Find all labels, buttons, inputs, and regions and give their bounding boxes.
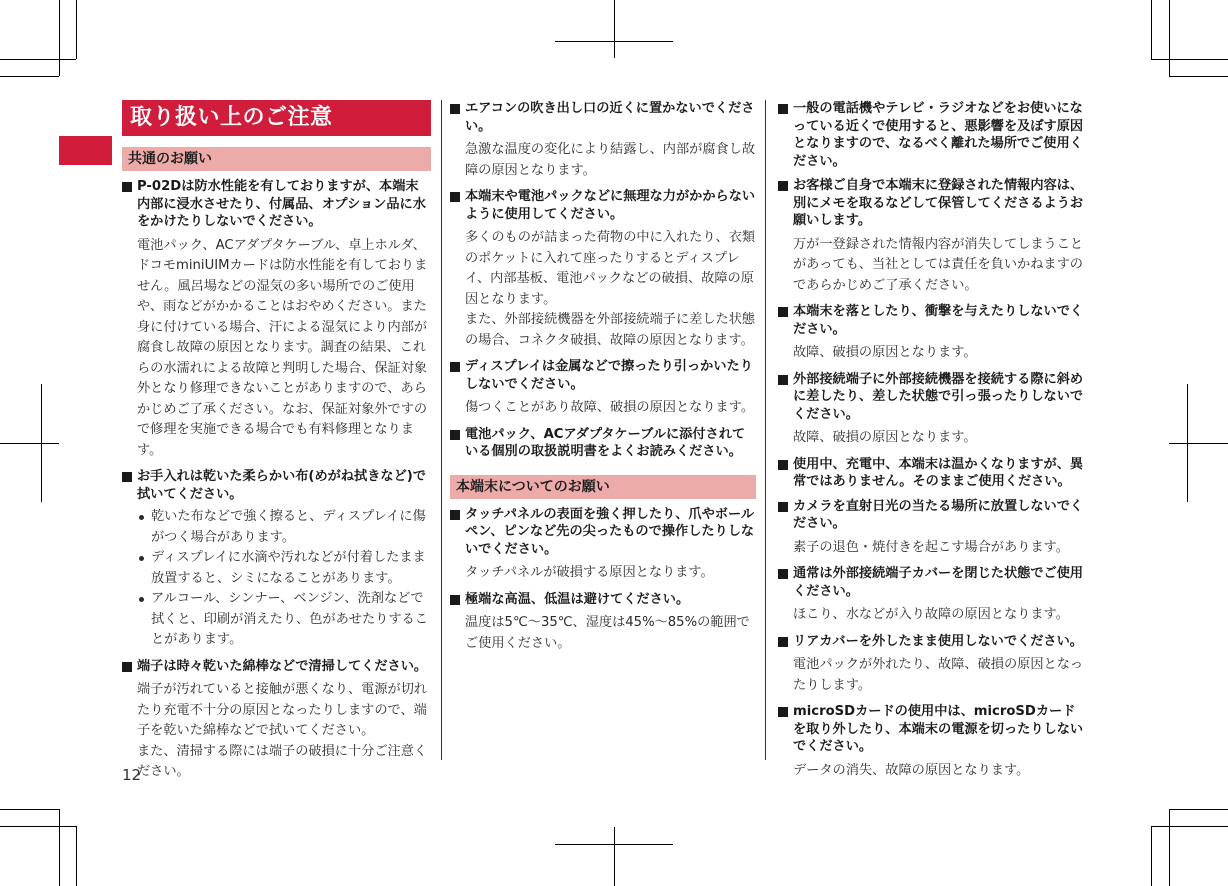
notice-heading: カメラを直射日光の当たる場所に放置しないでください。 — [793, 498, 1084, 531]
square-bullet-icon — [450, 510, 460, 520]
square-bullet-icon — [778, 569, 788, 579]
section-title-common: 共通のお願い — [122, 147, 431, 171]
column-3 — [778, 100, 1084, 781]
notice-heading: エアコンの吹き出し口の近くに置かないでください。 — [465, 101, 755, 134]
crop-mark-line — [76, 826, 77, 886]
notice-body: 素子の退色・焼付きを起こす場合があります。 — [793, 539, 1069, 555]
square-bullet-icon — [778, 637, 788, 647]
crop-mark-line — [59, 0, 60, 76]
bullet-item: ディスプレイに水滴や汚れなどが付着したまま放置すると、シミになることがあります。 — [137, 548, 431, 589]
notice-body: 電池パックが外れたり、故障、破損の原因となったりします。 — [793, 657, 1084, 693]
notice-item — [450, 188, 756, 351]
notice-body: 端子が汚れていると接触が悪くなり、電源が切れたり充電不十分の原因となったりしますので、端子を乾いた綿棒などで拭いてください。 — [137, 682, 428, 738]
crop-mark-line — [1151, 59, 1228, 60]
notice-body: 万が一登録された情報内容が消失してしまうことがあっても、当社としては責任を負いかねますのであらかじめご了承ください。 — [793, 236, 1084, 293]
notice-item — [778, 633, 1084, 697]
crop-mark-line — [0, 443, 59, 444]
square-bullet-icon — [450, 595, 460, 605]
notice-item — [778, 177, 1084, 296]
notice-body: ほこり、水などが入り故障の原因となります。 — [793, 607, 1069, 622]
notice-heading: microSDカードの使用中は、microSDカードを取り外したり、本端末の電源を切ったりしないでください。 — [793, 704, 1084, 754]
notice-item — [778, 303, 1084, 364]
notice-heading: お客様ご自身で本端末に登録された情報内容は、別にメモを取るなどして保管してくださるようお願いします。 — [793, 178, 1084, 228]
notice-heading: タッチパネルの表面を強く押したり、爪やボールペン、ピンなど先の尖ったもので操作したりしないでください。 — [465, 506, 755, 557]
square-bullet-icon — [778, 181, 788, 191]
square-bullet-icon — [122, 182, 132, 192]
column-divider — [441, 100, 442, 760]
notice-body: また、外部接続機器を外部接続端子に差した状態の場合、コネクタ破損、故障の原因となります。 — [465, 312, 756, 348]
dot-bullet-icon — [139, 597, 144, 602]
notice-heading: 使用中、充電中、本端末は温かくなりますが、異常ではありません。そのままご使用ください。 — [793, 456, 1084, 489]
square-bullet-icon — [778, 307, 788, 317]
crop-mark-line — [614, 827, 615, 886]
crop-mark-line — [1151, 826, 1152, 886]
page-number: 12 — [122, 766, 142, 784]
column-divider — [765, 100, 766, 760]
dot-bullet-icon — [139, 515, 144, 520]
notice-body: タッチパネルが破損する原因となります。 — [465, 565, 714, 580]
square-bullet-icon — [778, 375, 788, 385]
crop-mark-line — [555, 844, 673, 845]
crop-mark-line — [0, 76, 59, 77]
crop-mark-line — [1169, 809, 1170, 886]
notice-heading: ディスプレイは金属などで擦ったり引っかいたりしないでください。 — [465, 359, 753, 392]
notice-item — [450, 591, 756, 655]
crop-mark-line — [614, 0, 615, 58]
notice-heading: 一般の電話機やテレビ・ラジオなどをお使いになっている近くで使用すると、悪影響を及ぼす原因となりますので、なるべく離れた場所でご使用ください。 — [793, 101, 1084, 169]
notice-item — [450, 100, 756, 181]
square-bullet-icon — [778, 460, 788, 470]
notice-body: 急激な温度の変化により結露し、内部が腐食し故障の原因となります。 — [465, 142, 756, 178]
crop-mark-line — [0, 59, 76, 60]
notice-body: 多くのものが詰まった荷物の中に入れたり、衣類のポケットに入れて座ったりするとディスプレイ、内部基板、電池パックなどの破損、故障の原因となります。 — [465, 230, 756, 307]
notice-heading: P-02Dは防水性能を有しておりますが、本端末内部に浸水させたり、付属品、オプション品に水をかけたりしないでください。 — [137, 179, 426, 229]
column-1 — [122, 100, 431, 783]
square-bullet-icon — [450, 430, 460, 440]
square-bullet-icon — [122, 662, 132, 672]
crop-mark-line — [0, 809, 59, 810]
page-title: 取り扱い上のご注意 — [122, 100, 431, 136]
column-2 — [450, 100, 756, 654]
notice-heading: 本端末を落としたり、衝撃を与えたりしないでください。 — [793, 304, 1084, 337]
crop-mark-line — [555, 41, 673, 42]
notice-body: 故障、破損の原因となります。 — [793, 430, 977, 445]
notice-body: データの消失、故障の原因となります。 — [793, 762, 1030, 778]
notice-heading: 本端末や電池パックなどに無理な力がかからないように使用してください。 — [465, 189, 756, 222]
notice-heading: 外部接続端子に外部接続機器を接続する際に斜めに差したり、差した状態で引っ張ったりしないでください。 — [793, 371, 1084, 422]
notice-heading: 通常は外部接続端子カバーを閉じた状態でご使用ください。 — [793, 566, 1084, 599]
square-bullet-icon — [778, 502, 788, 512]
crop-mark-line — [1169, 443, 1228, 444]
section-title-device: 本端末についてのお願い — [450, 475, 756, 499]
square-bullet-icon — [450, 192, 460, 202]
crop-mark-line — [59, 809, 60, 886]
notice-body: 温度は5℃～35℃、湿度は45%～85%の範囲でご使用ください。 — [465, 615, 750, 651]
notice-body: 故障、破損の原因となります。 — [793, 345, 977, 360]
notice-heading: お手入れは乾いた柔らかい布(めがね拭きなど)で拭いてください。 — [137, 469, 426, 502]
notice-item — [778, 456, 1084, 491]
notice-item — [778, 371, 1084, 449]
chapter-edge-tab — [59, 136, 112, 165]
square-bullet-icon — [450, 362, 460, 372]
crop-mark-line — [0, 826, 76, 827]
notice-item — [450, 426, 756, 461]
bullet-item: 乾いた布などで強く擦ると、ディスプレイに傷がつく場合があります。 — [137, 507, 431, 548]
notice-body: 傷つくことがあり故障、破損の原因となります。 — [465, 400, 755, 415]
square-bullet-icon — [778, 104, 788, 114]
square-bullet-icon — [778, 707, 788, 717]
crop-mark-line — [1169, 0, 1170, 76]
notice-item — [778, 498, 1084, 559]
crop-mark-line — [1169, 76, 1228, 77]
crop-mark-line — [76, 0, 77, 59]
crop-mark-line — [1169, 809, 1228, 810]
crop-mark-line — [1151, 826, 1228, 827]
dot-bullet-icon — [139, 556, 144, 561]
notice-heading: 端子は時々乾いた綿棒などで清掃してください。 — [137, 658, 428, 674]
bullet-list — [122, 507, 431, 651]
notice-item — [122, 178, 431, 461]
notice-item — [450, 358, 756, 419]
notice-body: 電池パック、ACアダプタケーブル、卓上ホルダ、ドコモminiUIMカードは防水性能を有しておりません。風呂場などの湿気の多い場所でのご使用や、雨などがかかることはおやめください。また身に付けている場合、汗による湿気により内部が腐食し故障の原因となります。調査の結果、これらの水濡れによる故障と判明した場合、保証対象外となり修理できないことがありますので、あらかじめご了承ください。なお、保証対象外ですので修理を実施できる場合でも有料修理となります。 — [137, 237, 428, 458]
notice-item — [122, 658, 431, 783]
notice-heading: リアカバーを外したまま使用しないでください。 — [793, 633, 1083, 649]
notice-item — [778, 565, 1084, 626]
notice-body: また、清掃する際には端子の破損に十分ご注意ください。 — [137, 743, 428, 779]
notice-item — [122, 468, 431, 651]
notice-item — [778, 100, 1084, 170]
notice-item — [778, 703, 1084, 781]
square-bullet-icon — [450, 104, 460, 114]
crop-mark-line — [1151, 0, 1152, 59]
notice-heading: 極端な高温、低温は避けてください。 — [465, 591, 690, 607]
square-bullet-icon — [122, 472, 132, 482]
notice-heading: 電池パック、ACアダプタケーブルに添付されている個別の取扱説明書をよくお読みください。 — [465, 426, 746, 459]
bullet-item: アルコール、シンナー、ベンジン、洗剤などで拭くと、印刷が消えたり、色があせたりすることがあります。 — [137, 589, 431, 651]
notice-item — [450, 506, 756, 584]
